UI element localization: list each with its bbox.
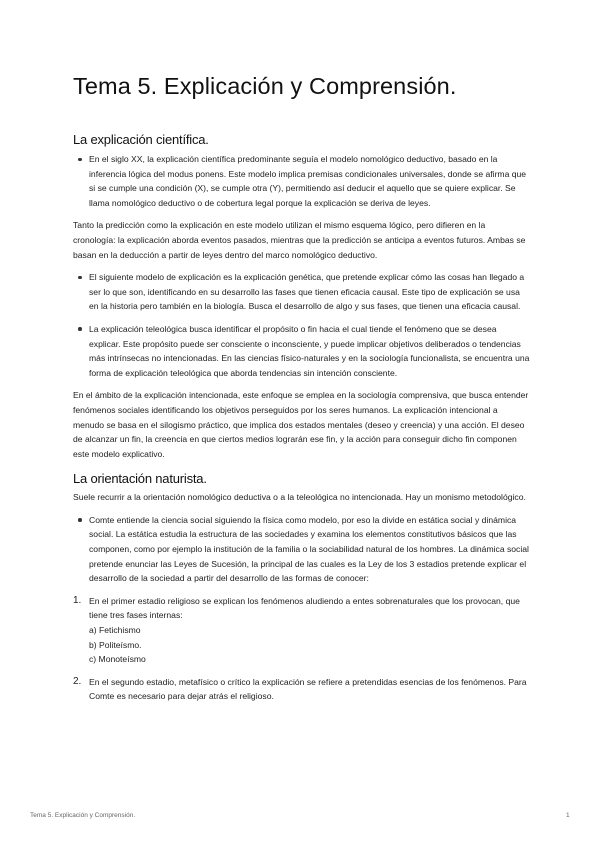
item-number: 1. <box>73 594 82 606</box>
numbered-item-estadio-metafisico <box>73 675 530 704</box>
phase-item: b) Politeísmo. <box>89 639 142 650</box>
phase-item: a) Fetichismo <box>89 625 141 636</box>
section-heading-orientacion-naturista: La orientación naturista. <box>73 471 207 487</box>
item-number: 2. <box>73 675 82 687</box>
page-content <box>73 131 530 712</box>
page-number: 1 <box>566 812 570 819</box>
bullet-list <box>73 152 530 210</box>
section-heading-explicacion-cientifica: La explicación científica. <box>73 132 209 147</box>
bullet-list <box>73 513 530 586</box>
item-text: En el segundo estadio, metafísico o crítico la explicación se refiere a pretendidas esencias de los fenómenos. Para Comte es necesario para dejar atrás el religioso. <box>89 676 527 702</box>
phase-item: c) Monoteísmo <box>89 654 146 665</box>
bullet-list <box>73 270 530 380</box>
bullet-item-genetica: El siguiente modelo de explicación es la explicación genética, que pretende explicar cómo las cosas han llegado a ser lo que son, identificando en su desarrollo las fases que tienen eficacia causal. Este tipo de explicación se usa en la historia pero también en la biología. Busca el desarrollo de algo y sus fases, que tienen una eficacia causal. <box>89 270 530 314</box>
page-title: Tema 5. Explicación y Comprensión. <box>73 73 457 99</box>
footer-title: Tema 5. Explicación y Comprensión. <box>30 812 136 819</box>
bullet-item-teleologica: La explicación teleológica busca identificar el propósito o fin hacia el cual tiende el fenómeno que se desea explicar. Este propósito puede ser consciente o inconsciente, y puede implicar objetivos deliberados o tendencias más intrínsecas no intencionadas. En las ciencias físico-naturales y en la sociología funcionalista, se encuentra una forma de explicación teleológica que aborda tendencias sin intención consciente. <box>89 322 530 380</box>
paragraph-intencionada: En el ámbito de la explicación intencionada, este enfoque se emplea en la sociología comprensiva, que busca entender fenómenos sociales identificando los objetivos perseguidos por los seres humanos. La explicación intencional a menudo se basa en el silogismo práctico, que implica dos estados mentales (deseo y creencia) y una acción. El deseo de alcanzar un fin, la creencia en que ciertos medios lograrán ese fin, y la acción para conseguir dicho fin componen este modelo explicativo. <box>73 390 529 459</box>
paragraph-prediccion: Tanto la predicción como la explicación en este modelo utilizan el mismo esquema lógico, pero difieren en la cronología: la explicación aborda eventos pasados, mientras que la predicción se anticipa a eventos futuros. Ambas se basan en la deducción a partir de leyes dentro del marco nomológico deductivo. <box>73 220 526 260</box>
item-text: En el primer estadio religioso se explican los fenómenos aludiendo a entes sobrenaturales que los provocan, que tiene tres fases internas: <box>89 595 520 621</box>
bullet-item-comte: Comte entiende la ciencia social siguiendo la física como modelo, por eso la divide en estática social y dinámica social. La estática estudia la estructura de las sociedades y examina los elementos constitutivos básicos que las componen, como por ejemplo la institución de la familia o la sociabilidad natural de los hombres. La dinámica social pretende enunciar las Leyes de Sucesión, la principal de las cuales es la Ley de los 3 estadios pretende explicar el desarrollo de la sociedad a partir del desarrollo de las formas de conocer: <box>89 513 530 586</box>
numbered-item-estadio-religioso <box>73 594 530 667</box>
paragraph-monismo: Suele recurrir a la orientación nomológico deductiva o a la teleológica no intencionada. Hay un monismo metodológico. <box>73 492 526 503</box>
bullet-item-nomologico: En el siglo XX, la explicación científica predominante seguía el modelo nomológico deductivo, basado en la inferencia lógica del modus ponens. Este modelo implica premisas condicionales universales, donde se afirma que si se cumple una condición (X), se cumple otra (Y), permitiendo así deducir el aquello que se quiere explicar. Se llama nomológico deductivo o de cobertura legal porque la explicación se deriva de leyes. <box>89 152 530 210</box>
numbered-list <box>73 594 530 704</box>
